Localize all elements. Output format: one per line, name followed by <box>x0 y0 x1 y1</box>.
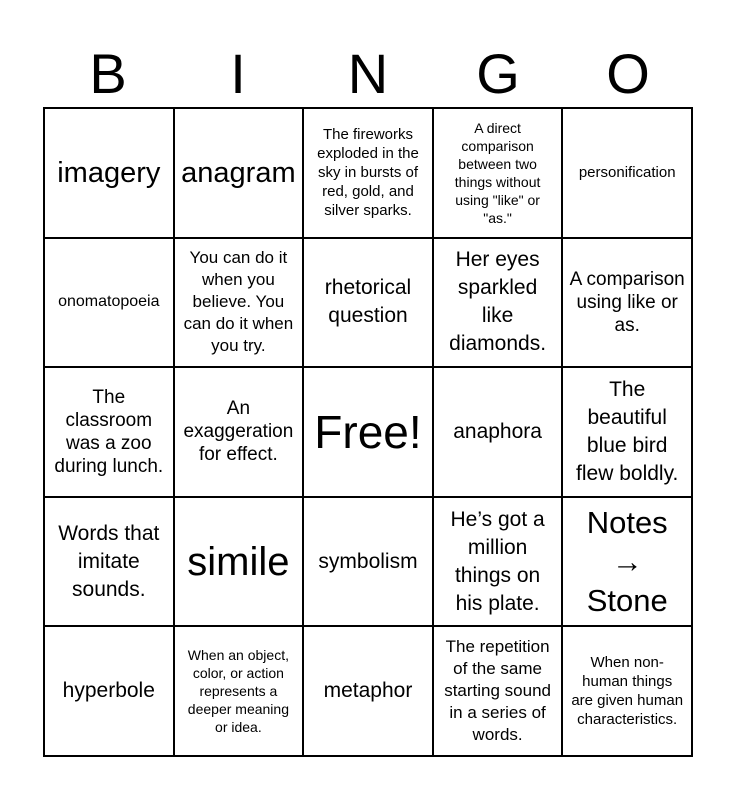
header-letter-b: B <box>89 42 127 105</box>
bingo-cell-r2c5[interactable]: A comparison using like or as. <box>562 238 692 368</box>
bingo-cell-r3c4[interactable]: anaphora <box>433 367 563 497</box>
bingo-cell-r4c2[interactable]: simile <box>174 497 304 627</box>
bingo-cell-r2c2[interactable]: You can do it when you believe. You can do it when you try. <box>174 238 304 368</box>
bingo-cell-r1c5[interactable]: personification <box>562 108 692 238</box>
bingo-cell-r2c4[interactable]: Her eyes sparkled like diamonds. <box>433 238 563 368</box>
header-letter-g: G <box>476 42 520 105</box>
bingo-cell-r1c3[interactable]: The fireworks exploded in the sky in bursts of red, gold, and silver sparks. <box>303 108 433 238</box>
bingo-cell-r5c2[interactable]: When an object, color, or action represents a deeper meaning or idea. <box>174 626 304 756</box>
bingo-cell-r3c2[interactable]: An exaggeration for effect. <box>174 367 304 497</box>
bingo-header <box>43 42 693 106</box>
bingo-cell-r4c3[interactable]: symbolism <box>303 497 433 627</box>
bingo-cell-r4c4[interactable]: He’s got a million things on his plate. <box>433 497 563 627</box>
bingo-cell-r1c2[interactable]: anagram <box>174 108 304 238</box>
bingo-cell-r2c3[interactable]: rhetorical question <box>303 238 433 368</box>
bingo-cell-r3c5[interactable]: The beautiful blue bird flew boldly. <box>562 367 692 497</box>
header-letter-i: I <box>230 42 246 105</box>
free-space[interactable]: Free! <box>303 367 433 497</box>
bingo-cell-r5c5[interactable]: When non-human things are given human characteristics. <box>562 626 692 756</box>
bingo-cell-r4c1[interactable]: Words that imitate sounds. <box>44 497 174 627</box>
header-letter-o: O <box>606 42 650 105</box>
bingo-cell-r2c1[interactable]: onomatopoeia <box>44 238 174 368</box>
bingo-cell-r5c4[interactable]: The repetition of the same starting sound in a series of words. <box>433 626 563 756</box>
bingo-cell-r1c1[interactable]: imagery <box>44 108 174 238</box>
bingo-board <box>43 107 693 757</box>
header-letter-n: N <box>347 42 389 105</box>
bingo-cell-r4c5[interactable]: Notes → Stone <box>562 497 692 627</box>
bingo-cell-r5c1[interactable]: hyperbole <box>44 626 174 756</box>
bingo-cell-r5c3[interactable]: metaphor <box>303 626 433 756</box>
bingo-cell-r3c1[interactable]: The classroom was a zoo during lunch. <box>44 367 174 497</box>
bingo-cell-r1c4[interactable]: A direct comparison between two things without using "like" or "as." <box>433 108 563 238</box>
